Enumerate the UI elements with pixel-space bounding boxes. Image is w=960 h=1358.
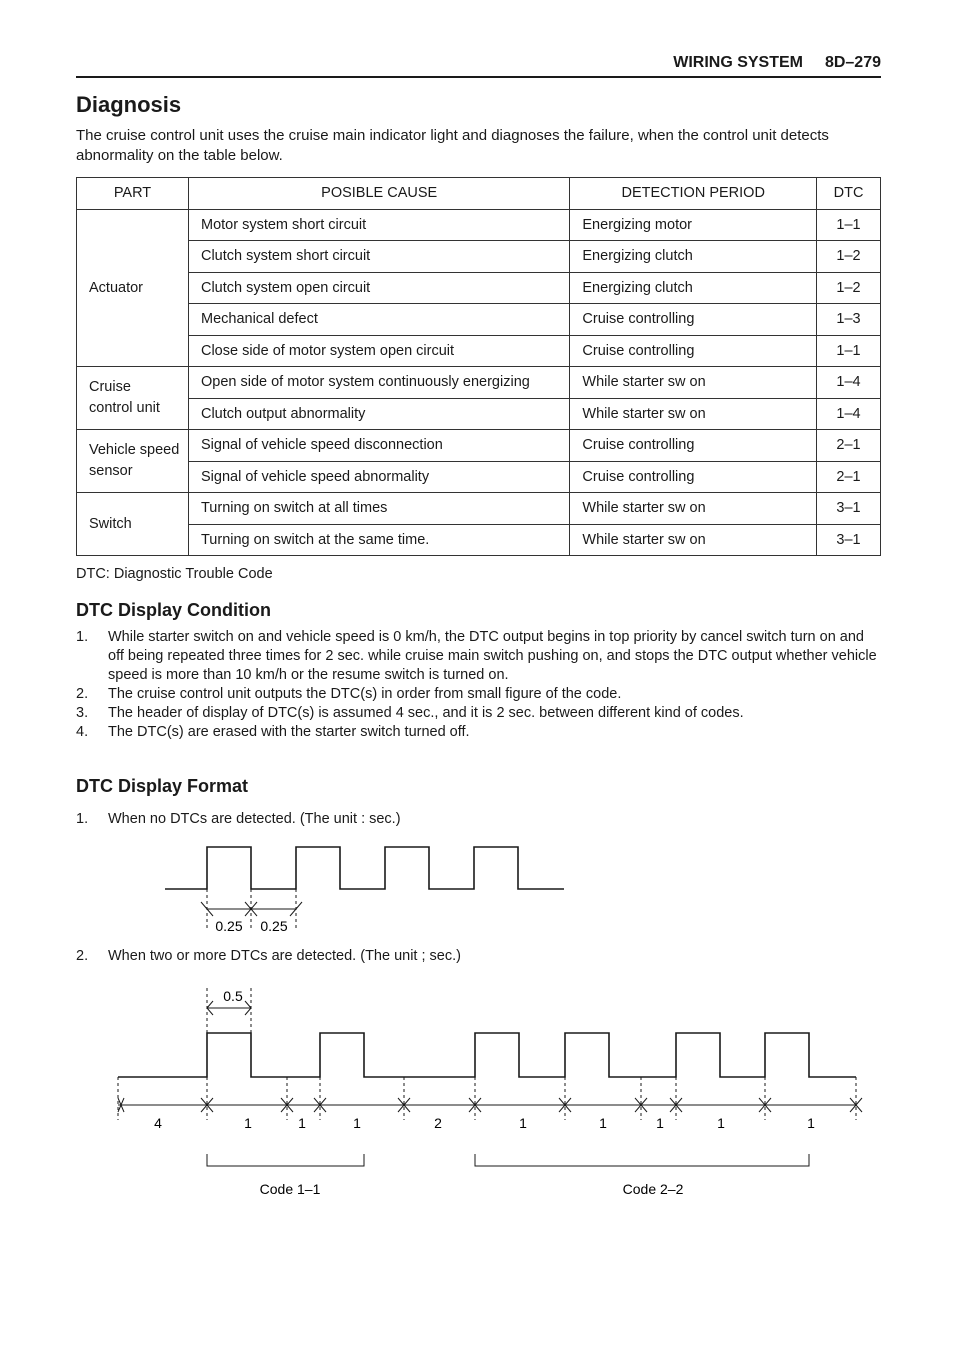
diagnosis-table — [76, 177, 881, 556]
dtc-cell: 1–4 — [817, 398, 881, 430]
diagnosis-intro: The cruise control unit uses the cruise main indicator light and diagnoses the failure, when the control unit detects abnormality on the table below. — [76, 127, 829, 164]
table-row — [77, 209, 881, 241]
dtc-note: DTC: Diagnostic Trouble Code — [76, 566, 273, 582]
table-row — [77, 272, 881, 304]
part-cell: Actuator — [77, 209, 189, 367]
cause-cell: Close side of motor system open circuit — [188, 335, 569, 367]
list-item — [76, 704, 882, 723]
dtc-cell: 3–1 — [817, 493, 881, 525]
item-text: While starter switch on and vehicle speed is 0 km/h, the DTC output begins in top priority by cancel switch turn on and off being repeated three times for 2 sec. while cruise main switch pushing on, and stops the DTC output whether vehicle speed is more than 10 km/h or the resume switch is turned on. — [108, 629, 877, 683]
code-bracket — [207, 1154, 364, 1166]
list-item — [76, 723, 882, 742]
item-number: 1. — [76, 629, 89, 645]
item-text: When two or more DTCs are detected. (The unit ; sec.) — [108, 948, 461, 964]
pulse-train — [118, 1033, 856, 1077]
display-format-title: DTC Display Format — [76, 776, 249, 796]
cause-cell: Open side of motor system continuously energizing — [188, 367, 569, 399]
dtc-cell: 2–1 — [817, 430, 881, 462]
item-number: 2. — [76, 948, 89, 964]
interval-label: 1 — [656, 1115, 664, 1131]
interval-label: 1 — [599, 1115, 607, 1131]
table-row — [77, 335, 881, 367]
interval-label: 0.5 — [223, 988, 243, 1004]
interval-label: 1 — [244, 1115, 252, 1131]
cause-cell: Clutch system short circuit — [188, 241, 569, 273]
cause-cell: Mechanical defect — [188, 304, 569, 336]
table-row — [77, 493, 881, 525]
dtc-cell: 1–4 — [817, 367, 881, 399]
table-row — [77, 304, 881, 336]
column-header: POSIBLE CAUSE — [188, 178, 569, 210]
period-cell: Cruise controlling — [570, 430, 817, 462]
table-row — [77, 367, 881, 399]
diagnosis-title: Diagnosis — [76, 92, 182, 117]
format-item-1 — [76, 811, 401, 827]
item-number: 1. — [76, 811, 89, 827]
interval-label: 0.25 — [215, 918, 243, 934]
cause-cell: Clutch system open circuit — [188, 272, 569, 304]
cause-cell: Signal of vehicle speed abnormality — [188, 461, 569, 493]
part-label: Cruise control unit — [89, 379, 160, 416]
cause-cell: Turning on switch at the same time. — [188, 524, 569, 556]
part-cell — [77, 367, 189, 430]
page-header — [76, 50, 881, 78]
interval-label: 4 — [154, 1115, 162, 1131]
display-condition-list — [76, 628, 882, 742]
interval-label: 0.25 — [260, 918, 288, 934]
period-cell: Cruise controlling — [570, 304, 817, 336]
column-header: DETECTION PERIOD — [570, 178, 817, 210]
item-number: 3. — [76, 705, 89, 721]
part-label: Vehicle speed sensor — [89, 442, 180, 479]
part-cell: Switch — [77, 493, 189, 556]
item-text: The header of display of DTC(s) is assumed 4 sec., and it is 2 sec. between different kind of codes. — [108, 705, 744, 721]
dtc-cell: 1–1 — [817, 209, 881, 241]
list-item — [76, 628, 882, 685]
interval-label: 1 — [519, 1115, 527, 1131]
interval-label: 2 — [434, 1115, 442, 1131]
item-text: The DTC(s) are erased with the starter switch turned off. — [108, 724, 470, 740]
code-label: Code 2–2 — [622, 1181, 684, 1197]
period-cell: While starter sw on — [570, 398, 817, 430]
dtc-cell: 1–2 — [817, 241, 881, 273]
table-row — [77, 430, 881, 462]
table-row — [77, 398, 881, 430]
period-cell: Energizing clutch — [570, 272, 817, 304]
code-label: Code 1–1 — [259, 1181, 321, 1197]
list-item — [76, 685, 882, 704]
period-cell: While starter sw on — [570, 367, 817, 399]
part-cell — [77, 430, 189, 493]
period-cell: Cruise controlling — [570, 461, 817, 493]
cause-cell: Clutch output abnormality — [188, 398, 569, 430]
interval-label: 1 — [298, 1115, 306, 1131]
item-number: 2. — [76, 686, 89, 702]
interval-label: 1 — [353, 1115, 361, 1131]
display-condition-title: DTC Display Condition — [76, 600, 271, 620]
dtc-cell: 1–3 — [817, 304, 881, 336]
item-text: The cruise control unit outputs the DTC(s) in order from small figure of the code. — [108, 686, 622, 702]
table-row — [77, 461, 881, 493]
table-row — [77, 241, 881, 273]
period-cell: Energizing clutch — [570, 241, 817, 273]
section-title: WIRING SYSTEM — [673, 54, 803, 71]
dtc-cell: 2–1 — [817, 461, 881, 493]
item-text: When no DTCs are detected. (The unit : sec.) — [108, 811, 401, 827]
period-cell: While starter sw on — [570, 524, 817, 556]
code-bracket — [475, 1154, 809, 1166]
table-row — [77, 524, 881, 556]
interval-label: 1 — [717, 1115, 725, 1131]
page-number: 8D–279 — [824, 54, 881, 71]
period-cell: Energizing motor — [570, 209, 817, 241]
interval-label: 1 — [807, 1115, 815, 1131]
item-number: 4. — [76, 724, 89, 740]
waveform-multiple-dtc — [0, 980, 960, 1205]
dtc-cell: 3–1 — [817, 524, 881, 556]
cause-cell: Turning on switch at all times — [188, 493, 569, 525]
dtc-cell: 1–2 — [817, 272, 881, 304]
cause-cell: Motor system short circuit — [188, 209, 569, 241]
cause-cell: Signal of vehicle speed disconnection — [188, 430, 569, 462]
dtc-cell: 1–1 — [817, 335, 881, 367]
column-header: DTC — [817, 178, 881, 210]
period-cell: While starter sw on — [570, 493, 817, 525]
pulse-train — [165, 847, 564, 889]
column-header: PART — [77, 178, 189, 210]
table-header-row — [77, 178, 881, 210]
waveform-no-dtc — [0, 830, 960, 945]
format-item-2 — [76, 948, 461, 964]
period-cell: Cruise controlling — [570, 335, 817, 367]
